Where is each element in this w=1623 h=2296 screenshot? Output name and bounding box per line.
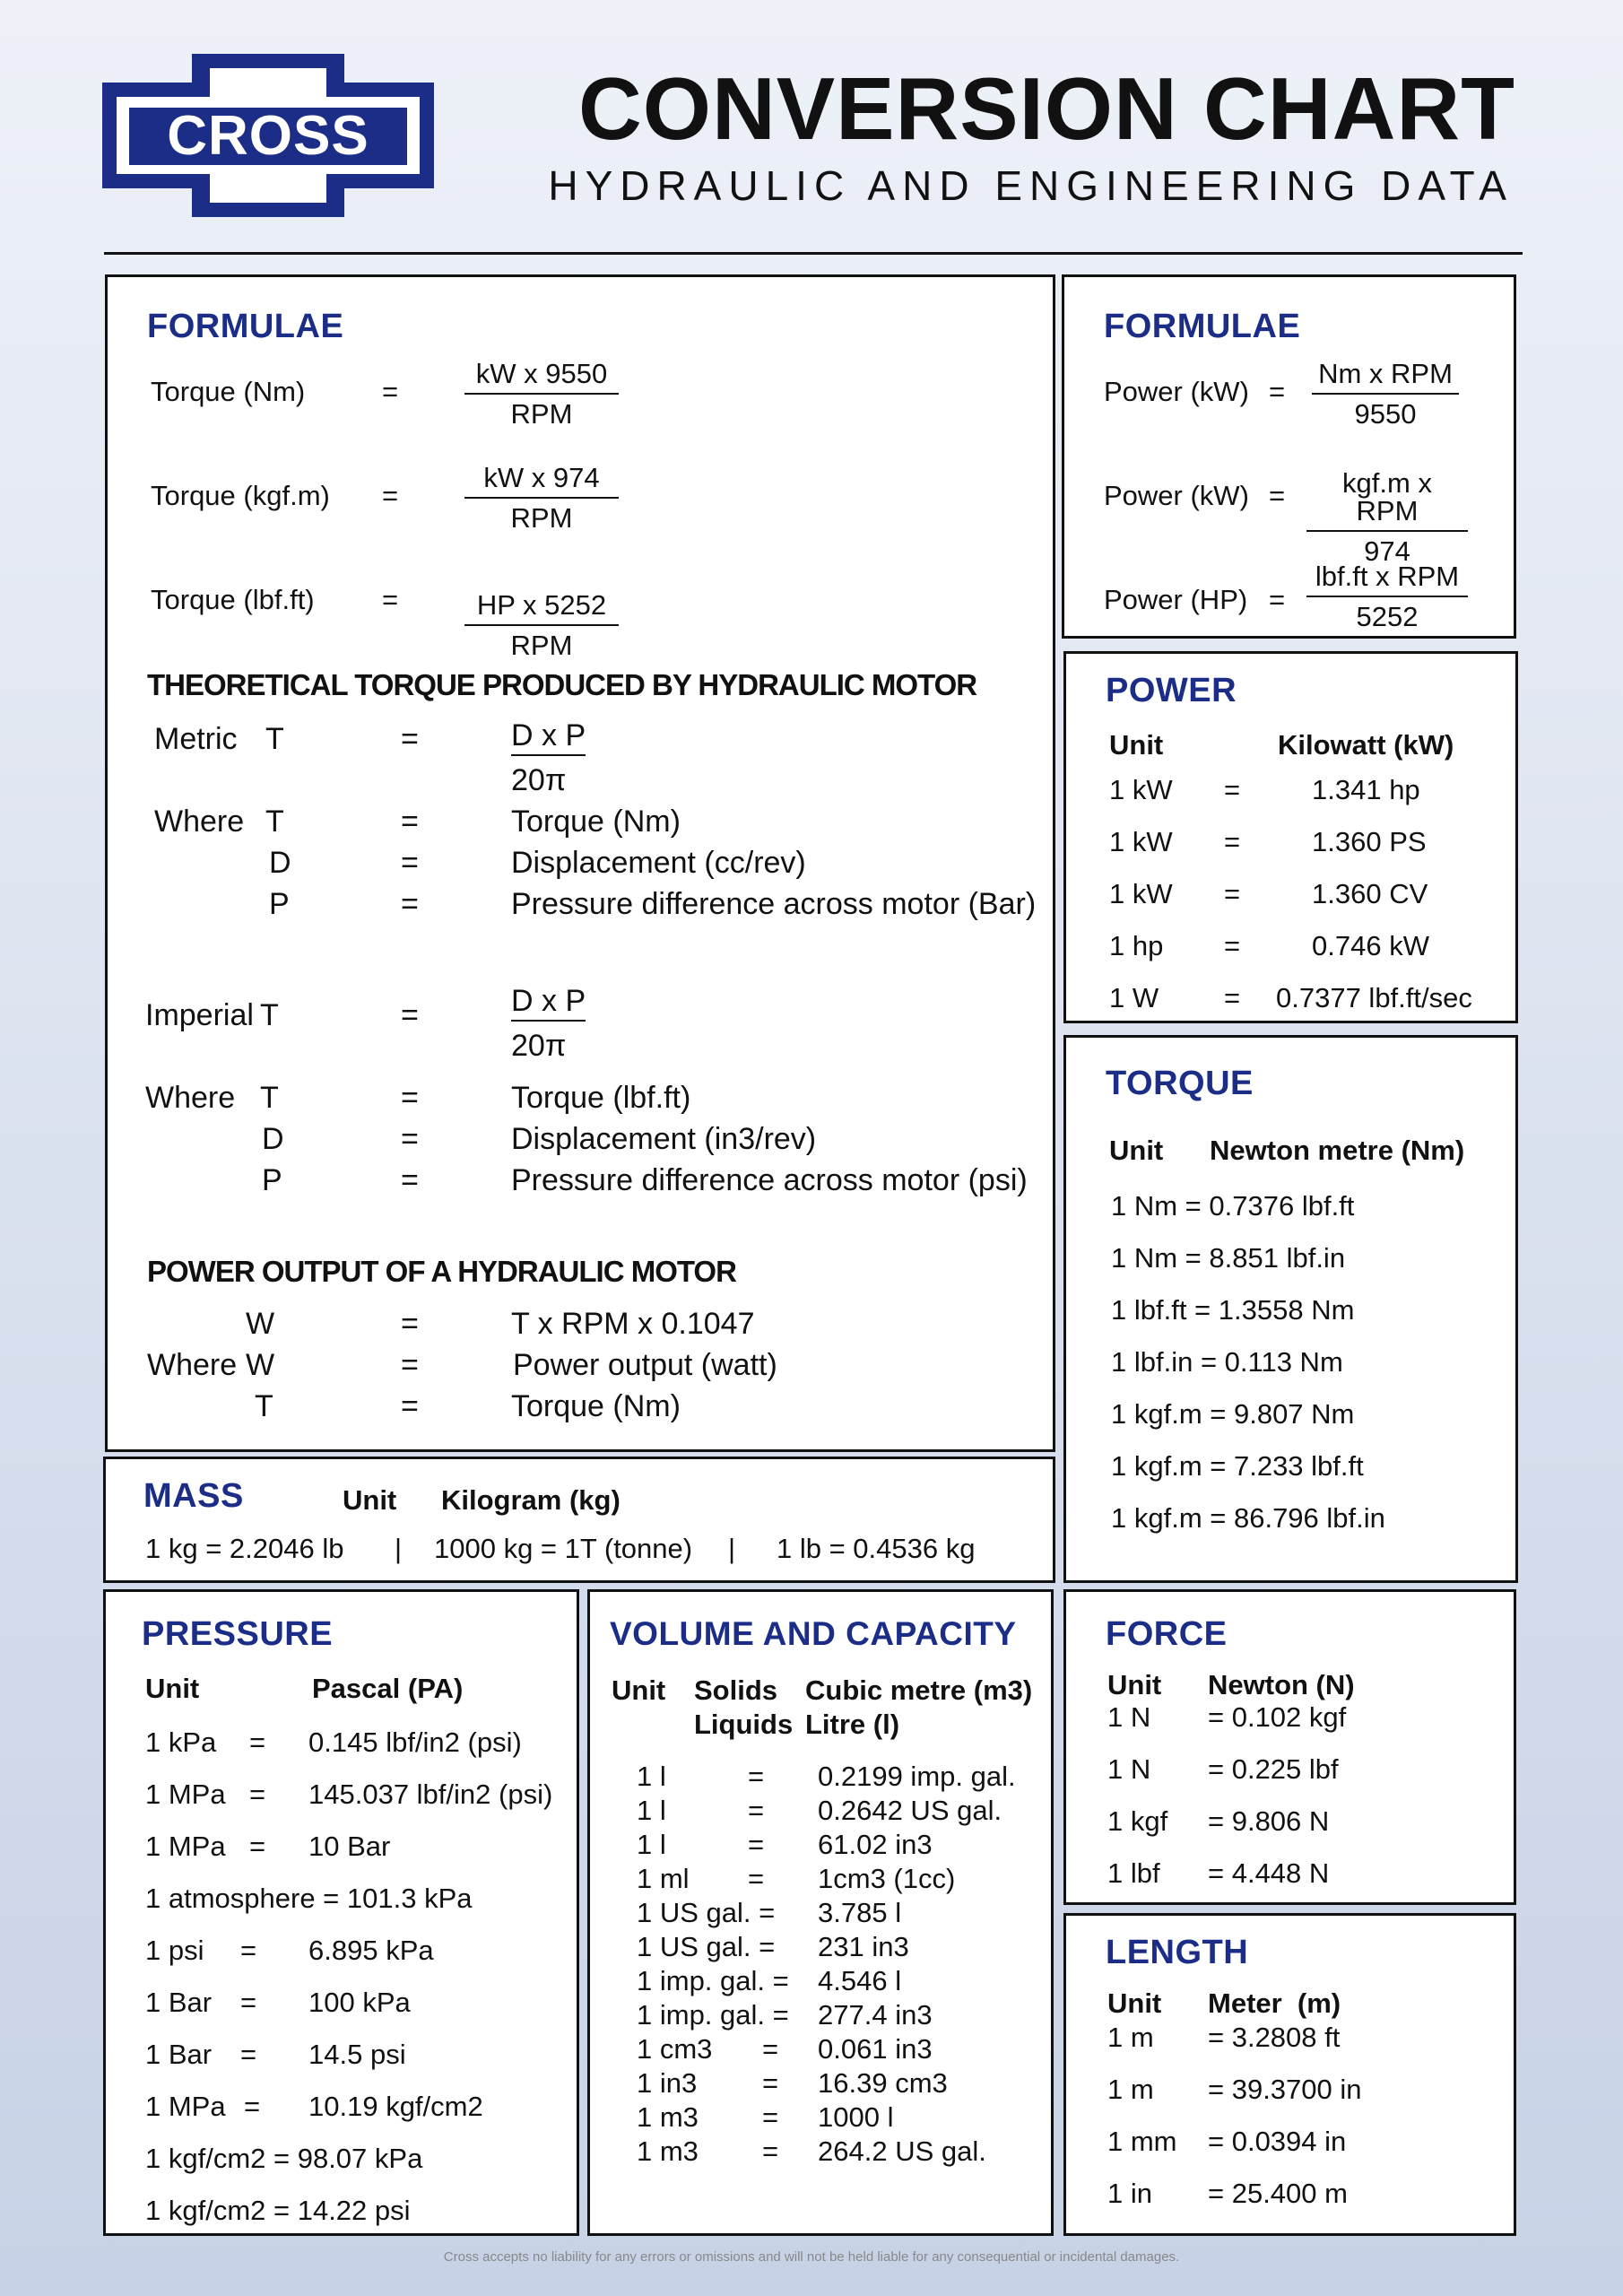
where-equals: = <box>401 1122 419 1156</box>
where-word: Where <box>147 1348 238 1382</box>
where-var: P <box>262 1163 282 1197</box>
fraction-denominator: 974 <box>1364 535 1410 567</box>
force-row-right: = 0.225 lbf <box>1208 1753 1339 1785</box>
power-row-right: 1.341 hp <box>1312 774 1420 805</box>
length-row-right: = 25.400 m <box>1208 2178 1348 2209</box>
volume-row-left: 1 l <box>637 1795 666 1826</box>
where-desc: Torque (lbf.ft) <box>511 1081 691 1115</box>
pressure-row-right: 100 kPa <box>308 1987 411 2018</box>
mass-item: 1000 kg = 1T (tonne) <box>434 1533 693 1564</box>
where-desc: Pressure difference across motor (Bar) <box>511 887 1037 921</box>
pressure-row-left: 1 MPa <box>145 1831 226 1862</box>
power-row-left: 1 kW <box>1109 826 1173 857</box>
pressure-row-left: 1 MPa <box>145 1779 226 1810</box>
power-row-right: 0.746 kW <box>1312 930 1429 961</box>
pressure-row-left: 1 atmosphere = 101.3 kPa <box>145 1883 473 1914</box>
formula-fraction <box>1306 562 1468 631</box>
volume-row-right: 0.061 in3 <box>818 2033 933 2065</box>
volume-row-equals: = <box>762 2033 779 2065</box>
volume-row-left: 1 m3 <box>637 2101 699 2133</box>
pressure-row-equals: = <box>249 1726 266 1758</box>
length-row-left: 1 mm <box>1107 2126 1177 2157</box>
where-word: Where <box>145 1081 236 1115</box>
where-word: Where <box>154 804 245 839</box>
formulae-right-panel <box>1062 274 1516 639</box>
mass-unit-name: Kilogram (kg) <box>441 1484 621 1516</box>
torque-heading: TORQUE <box>1106 1065 1254 1102</box>
volume-row-left: 1 l <box>637 1829 666 1860</box>
formula-fraction <box>1306 469 1468 565</box>
power-equals: = <box>401 1389 419 1423</box>
power-heading: POWER <box>1106 672 1237 709</box>
mass-separator: | <box>395 1533 403 1564</box>
volume-row-equals: = <box>762 2101 779 2133</box>
volume-row-left: 1 US gal. = <box>637 1931 776 1962</box>
where-equals: = <box>401 846 419 880</box>
power-row-equals: = <box>1224 774 1241 805</box>
volume-col2-line1: Solids <box>694 1674 778 1706</box>
mass-item: 1 kg = 2.2046 lb <box>145 1533 344 1564</box>
power-var: T <box>255 1389 273 1423</box>
formula-fraction <box>464 591 619 659</box>
force-row-right: = 0.102 kgf <box>1208 1701 1347 1733</box>
power-var: W <box>246 1348 275 1382</box>
pressure-row-right: 0.145 lbf/in2 (psi) <box>308 1726 522 1758</box>
torque-unit-label: Unit <box>1109 1135 1164 1166</box>
imperial-denominator: 20π <box>511 1029 567 1063</box>
torque-row: 1 kgf.m = 9.807 Nm <box>1111 1398 1355 1430</box>
formula-equals: = <box>1269 480 1286 511</box>
length-row-left: 1 in <box>1107 2178 1152 2209</box>
power-unit-name: Kilowatt (kW) <box>1278 729 1454 761</box>
metric-label: Metric <box>154 722 238 756</box>
where-var: P <box>269 887 290 921</box>
volume-row-right: 231 in3 <box>818 1931 909 1962</box>
force-row-left: 1 lbf <box>1107 1857 1160 1889</box>
torque-row: 1 kgf.m = 86.796 lbf.in <box>1111 1502 1385 1534</box>
volume-row-right: 1000 l <box>818 2101 894 2133</box>
volume-row-right: 277.4 in3 <box>818 1999 933 2031</box>
cross-logo <box>102 54 434 217</box>
mass-separator: | <box>728 1533 736 1564</box>
formulae-right-heading: FORMULAE <box>1104 308 1301 345</box>
volume-row-equals: = <box>748 1863 765 1894</box>
formula-label: Power (kW) <box>1104 376 1249 407</box>
where-desc: Displacement (in3/rev) <box>511 1122 817 1156</box>
fraction-numerator: HP x 5252 <box>464 591 619 626</box>
pressure-row-left: 1 kgf/cm2 = 98.07 kPa <box>145 2143 423 2174</box>
volume-row-left: 1 imp. gal. = <box>637 1999 789 2031</box>
volume-col2-line2: Liquids <box>694 1709 794 1740</box>
imperial-var: T <box>260 998 279 1032</box>
volume-row-left: 1 imp. gal. = <box>637 1965 789 1996</box>
formula-equals: = <box>382 584 399 615</box>
force-row-right: = 9.806 N <box>1208 1805 1330 1837</box>
page-title: CONVERSION CHART <box>577 59 1515 158</box>
volume-row-right: 3.785 l <box>818 1897 902 1928</box>
page-subtitle: HYDRAULIC AND ENGINEERING DATA <box>548 162 1514 209</box>
mass-heading: MASS <box>143 1477 244 1515</box>
pressure-row-equals: = <box>244 2091 261 2122</box>
where-var: T <box>260 1081 279 1115</box>
power-equals: = <box>401 1307 419 1341</box>
length-row-left: 1 m <box>1107 2022 1154 2053</box>
volume-panel <box>587 1589 1054 2236</box>
pressure-row-left: 1 kgf/cm2 = 14.22 psi <box>145 2195 411 2226</box>
torque-row: 1 Nm = 0.7376 lbf.ft <box>1111 1190 1355 1222</box>
pressure-row-right: 6.895 kPa <box>308 1935 434 1966</box>
length-panel <box>1063 1913 1516 2236</box>
where-equals: = <box>401 887 419 921</box>
pressure-row-left: 1 MPa <box>145 2091 226 2122</box>
where-desc: Displacement (cc/rev) <box>511 846 806 880</box>
fraction-numerator: kW x 974 <box>464 464 619 499</box>
force-unit-label: Unit <box>1107 1669 1162 1700</box>
pressure-unit-name: Pascal (PA) <box>312 1673 464 1704</box>
volume-row-right: 264.2 US gal. <box>818 2135 986 2167</box>
torque-row: 1 lbf.in = 0.113 Nm <box>1111 1346 1343 1378</box>
formula-fraction <box>1312 360 1459 428</box>
formula-equals: = <box>1269 376 1286 407</box>
force-row-right: = 4.448 N <box>1208 1857 1330 1889</box>
pressure-row-equals: = <box>249 1779 266 1810</box>
formula-equals: = <box>1269 584 1286 615</box>
pressure-row-equals: = <box>240 1987 257 2018</box>
length-unit-name: Meter (m) <box>1208 1987 1341 2019</box>
imperial-numerator-text: D x P <box>511 984 586 1022</box>
where-var: T <box>265 804 284 839</box>
imperial-label: Imperial <box>145 998 254 1032</box>
volume-row-right: 0.2199 imp. gal. <box>818 1761 1016 1792</box>
where-desc: Torque (Nm) <box>511 804 681 839</box>
fraction-denominator: 9550 <box>1354 398 1417 430</box>
power-row-right: 0.7377 lbf.ft/sec <box>1276 982 1472 1013</box>
volume-row-left: 1 in3 <box>637 2067 698 2099</box>
pressure-row-right: 10 Bar <box>308 1831 391 1862</box>
formulae-left-panel <box>105 274 1055 1452</box>
volume-row-left: 1 ml <box>637 1863 690 1894</box>
where-desc: Pressure difference across motor (psi) <box>511 1163 1028 1197</box>
force-row-left: 1 N <box>1107 1701 1151 1733</box>
volume-row-equals: = <box>748 1795 765 1826</box>
power-output-heading: POWER OUTPUT OF A HYDRAULIC MOTOR <box>147 1255 736 1288</box>
pressure-heading: PRESSURE <box>142 1615 334 1653</box>
metric-var: T <box>265 722 284 756</box>
formula-fraction <box>464 464 619 532</box>
power-equals: = <box>401 1348 419 1382</box>
power-row-equals: = <box>1224 878 1241 909</box>
header-divider <box>104 252 1523 255</box>
volume-col3-line2: Litre (l) <box>805 1709 900 1740</box>
volume-heading: VOLUME AND CAPACITY <box>610 1615 1017 1652</box>
length-row-right: = 0.0394 in <box>1208 2126 1347 2157</box>
force-panel <box>1063 1589 1516 1905</box>
pressure-row-right: 145.037 lbf/in2 (psi) <box>308 1779 553 1810</box>
volume-row-right: 16.39 cm3 <box>818 2067 948 2099</box>
torque-row: 1 lbf.ft = 1.3558 Nm <box>1111 1294 1355 1326</box>
mass-unit-label: Unit <box>343 1484 397 1516</box>
volume-row-equals: = <box>748 1761 765 1792</box>
torque-row: 1 kgf.m = 7.233 lbf.ft <box>1111 1450 1364 1482</box>
fraction-denominator: RPM <box>510 398 573 430</box>
torque-row: 1 Nm = 8.851 lbf.in <box>1111 1242 1346 1274</box>
volume-row-equals: = <box>762 2135 779 2167</box>
power-row-equals: = <box>1224 982 1241 1013</box>
theoretical-torque-heading: THEORETICAL TORQUE PRODUCED BY HYDRAULIC MOTOR <box>147 668 977 701</box>
pressure-row-left: 1 kPa <box>145 1726 217 1758</box>
power-row-right: 1.360 PS <box>1312 826 1427 857</box>
formula-fraction <box>464 360 619 428</box>
power-row-equals: = <box>1224 826 1241 857</box>
force-heading: FORCE <box>1106 1615 1228 1653</box>
metric-denominator: 20π <box>511 763 567 797</box>
power-var: W <box>246 1307 275 1341</box>
imperial-equals: = <box>401 998 419 1032</box>
power-unit-label: Unit <box>1109 729 1164 761</box>
power-desc: Torque (Nm) <box>511 1389 681 1423</box>
volume-row-left: 1 US gal. = <box>637 1897 776 1928</box>
force-row-left: 1 N <box>1107 1753 1151 1785</box>
where-equals: = <box>401 1163 419 1197</box>
length-unit-label: Unit <box>1107 1987 1162 2019</box>
volume-row-right: 1cm3 (1cc) <box>818 1863 956 1894</box>
length-heading: LENGTH <box>1106 1934 1249 1971</box>
metric-numerator <box>511 720 586 751</box>
pressure-row-right: 10.19 kgf/cm2 <box>308 2091 483 2122</box>
pressure-panel <box>103 1589 579 2236</box>
formula-label: Torque (lbf.ft) <box>151 584 315 615</box>
fraction-denominator: 5252 <box>1356 601 1419 632</box>
pressure-row-left: 1 psi <box>145 1935 204 1966</box>
torque-unit-name: Newton metre (Nm) <box>1210 1135 1465 1166</box>
where-var: D <box>262 1122 284 1156</box>
fraction-numerator: kW x 9550 <box>464 360 619 395</box>
fraction-numerator: kgf.m x RPM <box>1306 469 1468 532</box>
force-unit-name: Newton (N) <box>1208 1669 1355 1700</box>
logo-text: CROSS <box>167 105 369 167</box>
volume-unit-label: Unit <box>612 1674 666 1706</box>
fraction-numerator: lbf.ft x RPM <box>1306 562 1468 597</box>
volume-row-equals: = <box>762 2067 779 2099</box>
power-desc: Power output (watt) <box>513 1348 777 1382</box>
imperial-numerator <box>511 986 586 1016</box>
pressure-unit-label: Unit <box>145 1673 200 1704</box>
length-row-right: = 3.2808 ft <box>1208 2022 1341 2053</box>
formula-equals: = <box>382 480 399 511</box>
pressure-row-equals: = <box>249 1831 266 1862</box>
power-desc: T x RPM x 0.1047 <box>511 1307 755 1341</box>
mass-item: 1 lb = 0.4536 kg <box>777 1533 976 1564</box>
formula-label: Power (HP) <box>1104 584 1248 615</box>
disclaimer: Cross accepts no liability for any errors or omissions and will not be held liable for any consequential or incidental damages. <box>443 2249 1180 2265</box>
metric-equals: = <box>401 722 419 756</box>
formula-label: Torque (kgf.m) <box>151 480 330 511</box>
where-equals: = <box>401 804 419 839</box>
length-row-right: = 39.3700 in <box>1208 2074 1362 2105</box>
formula-label: Power (kW) <box>1104 480 1249 511</box>
power-panel <box>1063 651 1518 1023</box>
volume-row-right: 0.2642 US gal. <box>818 1795 1002 1826</box>
volume-row-left: 1 m3 <box>637 2135 699 2167</box>
where-var: D <box>269 846 291 880</box>
mass-panel <box>103 1457 1055 1583</box>
pressure-row-equals: = <box>240 1935 257 1966</box>
fraction-denominator: RPM <box>510 502 573 534</box>
power-row-left: 1 W <box>1109 982 1159 1013</box>
power-row-equals: = <box>1224 930 1241 961</box>
pressure-row-right: 14.5 psi <box>308 2039 406 2070</box>
length-row-left: 1 m <box>1107 2074 1154 2105</box>
volume-row-right: 4.546 l <box>818 1965 902 1996</box>
metric-numerator-text: D x P <box>511 718 586 756</box>
torque-panel <box>1063 1035 1518 1583</box>
volume-col3-line1: Cubic metre (m3) <box>805 1674 1033 1706</box>
volume-row-left: 1 cm3 <box>637 2033 713 2065</box>
power-row-right: 1.360 CV <box>1312 878 1428 909</box>
pressure-row-left: 1 Bar <box>145 2039 213 2070</box>
formula-equals: = <box>382 376 399 407</box>
power-row-left: 1 kW <box>1109 878 1173 909</box>
volume-row-right: 61.02 in3 <box>818 1829 933 1860</box>
fraction-numerator: Nm x RPM <box>1312 360 1459 395</box>
volume-row-equals: = <box>748 1829 765 1860</box>
force-row-left: 1 kgf <box>1107 1805 1168 1837</box>
power-row-left: 1 hp <box>1109 930 1164 961</box>
power-row-left: 1 kW <box>1109 774 1173 805</box>
pressure-row-equals: = <box>240 2039 257 2070</box>
where-equals: = <box>401 1081 419 1115</box>
fraction-denominator: RPM <box>510 630 573 661</box>
volume-row-left: 1 l <box>637 1761 666 1792</box>
pressure-row-left: 1 Bar <box>145 1987 213 2018</box>
formula-label: Torque (Nm) <box>151 376 306 407</box>
formulae-left-heading: FORMULAE <box>147 308 344 345</box>
